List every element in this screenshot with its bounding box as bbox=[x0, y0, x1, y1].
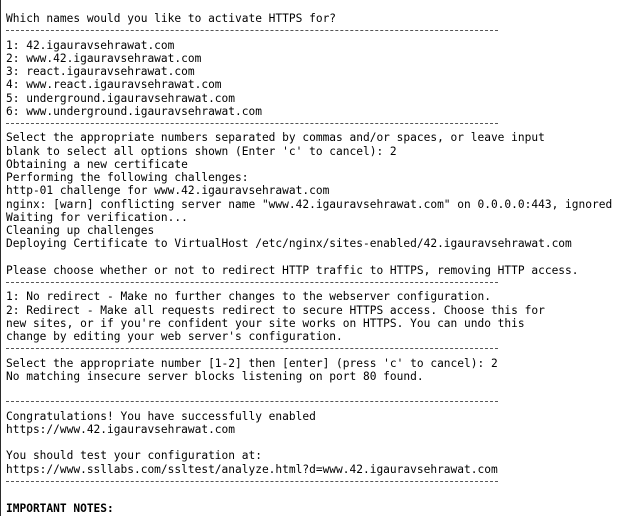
output-line: 4: www.react.igauravsehrawat.com bbox=[6, 78, 222, 92]
output-line: You should test your configuration at: bbox=[6, 449, 262, 463]
separator-rule bbox=[6, 343, 640, 356]
output-line: 1: No redirect - Make no further changes to the webserver configuration. bbox=[6, 290, 491, 304]
blank-line bbox=[6, 436, 640, 449]
output-line: Waiting for verification... bbox=[6, 210, 188, 224]
output-line: new sites, or if you're confident your site works on HTTPS. You can undo this bbox=[6, 316, 525, 330]
output-line: 3: react.igauravsehrawat.com bbox=[6, 65, 195, 78]
terminal-output[interactable] bbox=[6, 12, 640, 516]
output-line: change by editing your web server's configuration. bbox=[6, 330, 343, 343]
blank-line bbox=[6, 489, 640, 502]
output-line: Select the appropriate number [1-2] then [enter] (press 'c' to cancel): 2 bbox=[6, 356, 498, 370]
output-line: Please choose whether or not to redirect HTTP traffic to HTTPS, removing HTTP access. bbox=[6, 263, 579, 277]
output-line: https://www.ssllabs.com/ssltest/analyze.html?d=www.42.igauravsehrawat.com bbox=[6, 462, 498, 476]
separator-rule bbox=[6, 476, 640, 489]
output-line: Deploying Certificate to VirtualHost /etc/nginx/sites-enabled/42.igauravsehrawat.com bbox=[6, 237, 572, 251]
output-line: blank to select all options shown (Enter 'c' to cancel): 2 bbox=[6, 144, 397, 158]
output-line: Cleaning up challenges bbox=[6, 224, 155, 237]
output-line: 2: Redirect - Make all requests redirect to secure HTTPS access. Choose this for bbox=[6, 303, 545, 317]
separator-rule bbox=[6, 118, 640, 131]
output-line: 2: www.42.igauravsehrawat.com bbox=[6, 51, 202, 65]
section-heading: IMPORTANT NOTES: bbox=[6, 502, 114, 516]
output-line: 1: 42.igauravsehrawat.com bbox=[6, 38, 175, 52]
output-line: nginx: [warn] conflicting server name "www.42.igauravsehrawat.com" on 0.0.0.0:443, ignored bbox=[6, 197, 613, 211]
blank-line bbox=[6, 251, 640, 264]
output-line: Obtaining a new certificate bbox=[6, 157, 188, 171]
output-line: https://www.42.igauravsehrawat.com bbox=[6, 422, 236, 436]
output-line: Performing the following challenges: bbox=[6, 171, 249, 184]
output-line: Congratulations! You have successfully enabled bbox=[6, 409, 316, 423]
output-line: Which names would you like to activate HTTPS for? bbox=[6, 12, 337, 25]
separator-rule bbox=[6, 277, 640, 290]
output-line: http-01 challenge for www.42.igauravsehrawat.com bbox=[6, 184, 330, 198]
output-line: 5: underground.igauravsehrawat.com bbox=[6, 91, 236, 105]
blank-line bbox=[6, 383, 640, 396]
separator-rule bbox=[6, 396, 640, 409]
output-line: No matching insecure server blocks listening on port 80 found. bbox=[6, 369, 424, 383]
separator-rule bbox=[6, 25, 640, 38]
output-line: 6: www.underground.igauravsehrawat.com bbox=[6, 104, 262, 118]
output-line: Select the appropriate numbers separated by commas and/or spaces, or leave input bbox=[6, 131, 545, 145]
window-left-border bbox=[0, 0, 1, 516]
